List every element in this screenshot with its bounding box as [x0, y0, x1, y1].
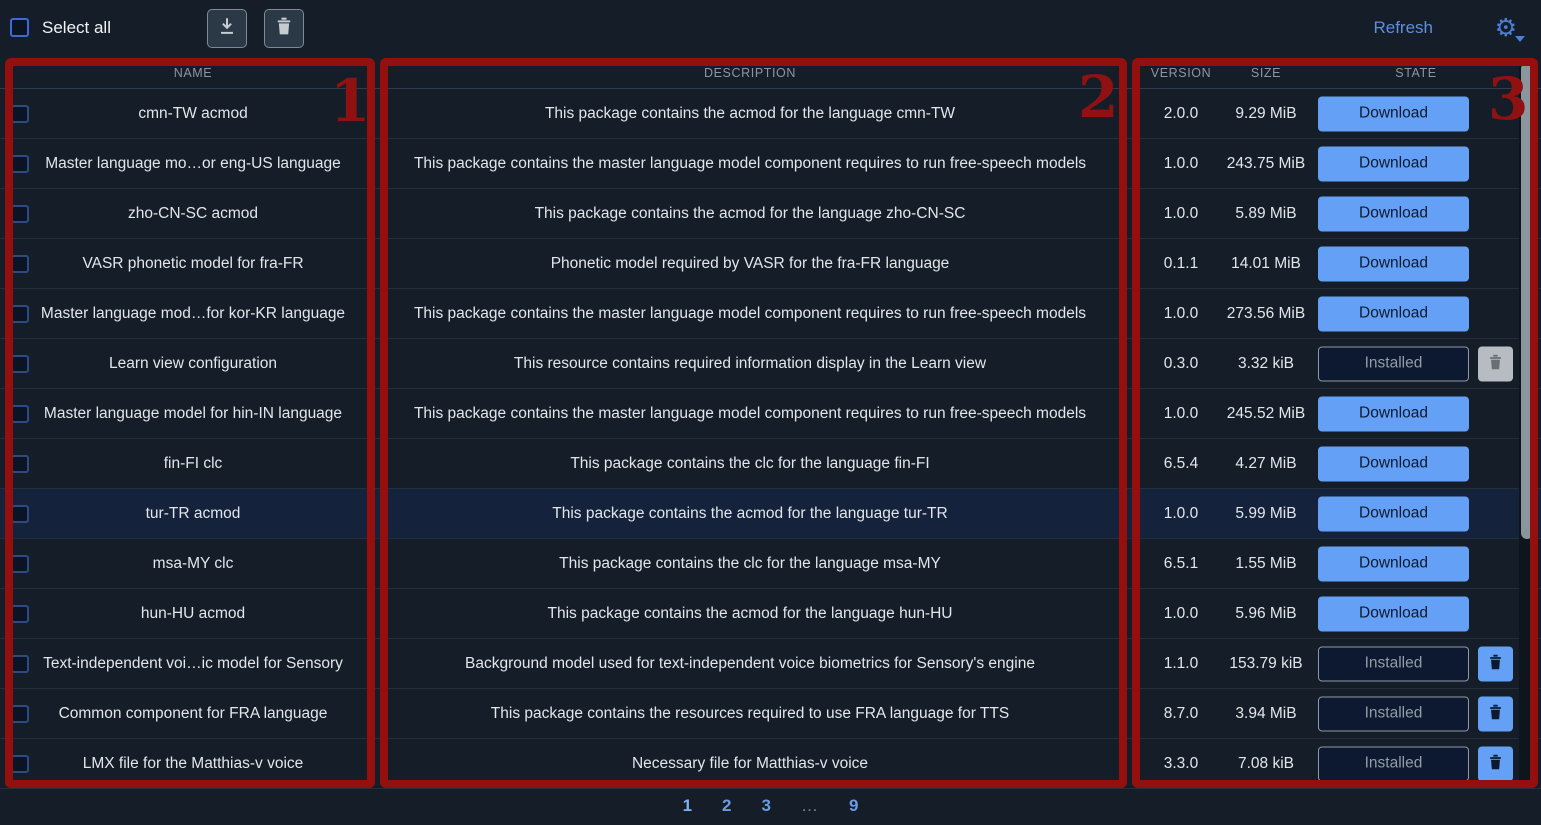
package-version: 1.0.0	[1163, 204, 1199, 222]
package-size: 14.01 MiB	[1231, 254, 1301, 272]
row-checkbox[interactable]	[11, 155, 29, 173]
download-button[interactable]: Download	[1318, 96, 1469, 131]
package-size: 243.75 MiB	[1226, 154, 1306, 172]
package-name: LMX file for the Matthias-v voice	[82, 754, 304, 772]
pagination	[0, 787, 1541, 825]
package-version: 1.0.0	[1163, 154, 1199, 172]
annotation-label-3: 3	[1488, 65, 1529, 133]
package-description: This package contains the acmod for the language zho-CN-SC	[534, 204, 966, 222]
package-description: This package contains the clc for the language fin-FI	[570, 454, 930, 472]
download-button[interactable]: Download	[1318, 296, 1469, 331]
table-row	[0, 189, 1541, 239]
pagination-ellipsis: …	[800, 796, 819, 815]
delete-selected-button[interactable]	[264, 9, 304, 48]
download-button[interactable]: Download	[1318, 596, 1469, 631]
package-size: 5.96 MiB	[1235, 604, 1297, 622]
package-version: 3.3.0	[1163, 754, 1199, 772]
row-checkbox[interactable]	[11, 105, 29, 123]
scrollbar-thumb[interactable]	[1521, 63, 1533, 539]
installed-badge: Installed	[1318, 746, 1469, 781]
package-version: 0.1.1	[1163, 254, 1199, 272]
package-size: 273.56 MiB	[1226, 304, 1306, 322]
trash-icon	[273, 15, 295, 42]
package-size: 3.32 kiB	[1237, 354, 1294, 372]
select-all-checkbox[interactable]	[10, 18, 29, 37]
package-description: Necessary file for Matthias-v voice	[631, 754, 869, 772]
package-name: Learn view configuration	[108, 354, 278, 372]
download-button[interactable]: Download	[1318, 546, 1469, 581]
package-version: 2.0.0	[1163, 104, 1199, 122]
package-description: This package contains the acmod for the language hun-HU	[547, 604, 953, 622]
table-row	[0, 389, 1541, 439]
download-button[interactable]: Download	[1318, 246, 1469, 281]
package-name: hun-HU acmod	[140, 604, 246, 622]
toolbar	[0, 0, 1541, 56]
package-size: 5.89 MiB	[1235, 204, 1297, 222]
package-version: 6.5.1	[1163, 554, 1199, 572]
package-version: 0.3.0	[1163, 354, 1199, 372]
package-name: zho-CN-SC acmod	[127, 204, 259, 222]
row-checkbox[interactable]	[11, 755, 29, 773]
package-description: This package contains the acmod for the language tur-TR	[552, 504, 948, 522]
package-description: This package contains the master language model component requires to run free-speech models	[413, 304, 1087, 322]
table-row	[0, 439, 1541, 489]
row-checkbox[interactable]	[11, 455, 29, 473]
download-icon	[216, 15, 238, 42]
annotation-label-1: 1	[330, 67, 371, 135]
package-version: 1.0.0	[1163, 304, 1199, 322]
table-row	[0, 289, 1541, 339]
installed-badge: Installed	[1318, 646, 1469, 681]
row-checkbox[interactable]	[11, 405, 29, 423]
table-header	[0, 60, 1541, 88]
package-description: Phonetic model required by VASR for the fra-FR language	[550, 254, 950, 272]
column-header-description: DESCRIPTION	[703, 66, 797, 80]
annotation-label-2: 2	[1078, 63, 1119, 131]
select-all-label: Select all	[42, 18, 111, 37]
package-version: 1.0.0	[1163, 504, 1199, 522]
refresh-button[interactable]: Refresh	[1373, 18, 1433, 37]
package-version: 8.7.0	[1163, 704, 1199, 722]
download-button[interactable]: Download	[1318, 146, 1469, 181]
row-checkbox[interactable]	[11, 205, 29, 223]
delete-package-button	[1478, 346, 1513, 381]
row-checkbox[interactable]	[11, 705, 29, 723]
package-description: This package contains the master language model component requires to run free-speech models	[413, 404, 1087, 422]
package-description: This resource contains required information display in the Learn view	[513, 354, 987, 372]
package-description: Background model used for text-independent voice biometrics for Sensory's engine	[465, 654, 1035, 672]
package-name: msa-MY clc	[152, 554, 234, 572]
package-size: 245.52 MiB	[1226, 404, 1306, 422]
row-checkbox[interactable]	[11, 555, 29, 573]
table-row	[0, 239, 1541, 289]
package-description: This package contains the clc for the language msa-MY	[559, 554, 941, 572]
table-row	[0, 689, 1541, 739]
download-button[interactable]: Download	[1318, 396, 1469, 431]
package-name: Master language mo…or eng-US language	[45, 154, 341, 172]
package-size: 5.99 MiB	[1235, 504, 1297, 522]
package-size: 3.94 MiB	[1235, 704, 1297, 722]
package-size: 1.55 MiB	[1235, 554, 1297, 572]
package-description: This package contains the resources required to use FRA language for TTS	[490, 704, 1010, 722]
table-row	[0, 489, 1541, 539]
row-checkbox[interactable]	[11, 655, 29, 673]
column-header-state: STATE	[1395, 66, 1437, 80]
package-size: 153.79 kiB	[1229, 654, 1303, 672]
column-header-size: SIZE	[1250, 66, 1282, 80]
trash-icon	[1486, 653, 1505, 675]
delete-package-button[interactable]	[1478, 646, 1513, 681]
package-name: fin-FI clc	[163, 454, 223, 472]
package-name: Common component for FRA language	[58, 704, 328, 722]
package-version: 1.0.0	[1163, 404, 1199, 422]
trash-icon	[1486, 753, 1505, 775]
table-row	[0, 539, 1541, 589]
package-description: This package contains the master language model component requires to run free-speech models	[413, 154, 1087, 172]
installed-badge: Installed	[1318, 346, 1469, 381]
table-body	[0, 88, 1541, 789]
gear-icon[interactable]: ⚙	[1494, 13, 1517, 42]
package-name: Master language mod…for kor-KR language	[40, 304, 346, 322]
column-header-name: NAME	[173, 66, 213, 80]
row-checkbox[interactable]	[11, 605, 29, 623]
download-button[interactable]: Download	[1318, 196, 1469, 231]
package-name: cmn-TW acmod	[138, 104, 248, 122]
package-version: 1.0.0	[1163, 604, 1199, 622]
page-link-2[interactable]: 2	[722, 796, 732, 815]
row-checkbox[interactable]	[11, 305, 29, 323]
delete-package-button[interactable]	[1478, 746, 1513, 781]
chevron-down-icon	[1515, 36, 1525, 42]
download-selected-button[interactable]	[207, 9, 247, 48]
package-size: 7.08 kiB	[1237, 754, 1294, 772]
trash-icon	[1486, 703, 1505, 725]
table-row	[0, 339, 1541, 389]
table-row	[0, 589, 1541, 639]
table-row	[0, 739, 1541, 789]
table-row	[0, 139, 1541, 189]
row-checkbox[interactable]	[11, 355, 29, 373]
download-button[interactable]: Download	[1318, 496, 1469, 531]
table-row	[0, 89, 1541, 139]
column-header-version: VERSION	[1150, 66, 1212, 80]
page-link-3[interactable]: 3	[761, 796, 771, 815]
package-size: 9.29 MiB	[1235, 104, 1297, 122]
package-name: VASR phonetic model for fra-FR	[82, 254, 304, 272]
delete-package-button[interactable]	[1478, 696, 1513, 731]
page-link-1[interactable]: 1	[682, 796, 693, 815]
package-name: Text-independent voi…ic model for Sensory	[43, 654, 343, 672]
row-checkbox[interactable]	[11, 255, 29, 273]
package-description: This package contains the acmod for the language cmn-TW	[544, 104, 956, 122]
installed-badge: Installed	[1318, 696, 1469, 731]
package-version: 6.5.4	[1163, 454, 1199, 472]
table-row	[0, 639, 1541, 689]
row-checkbox[interactable]	[11, 505, 29, 523]
download-button[interactable]: Download	[1318, 446, 1469, 481]
package-size: 4.27 MiB	[1235, 454, 1297, 472]
package-name: tur-TR acmod	[145, 504, 241, 522]
trash-icon	[1486, 353, 1505, 375]
package-name: Master language model for hin-IN language	[43, 404, 343, 422]
page-link-9[interactable]: 9	[848, 796, 859, 815]
package-version: 1.1.0	[1163, 654, 1199, 672]
